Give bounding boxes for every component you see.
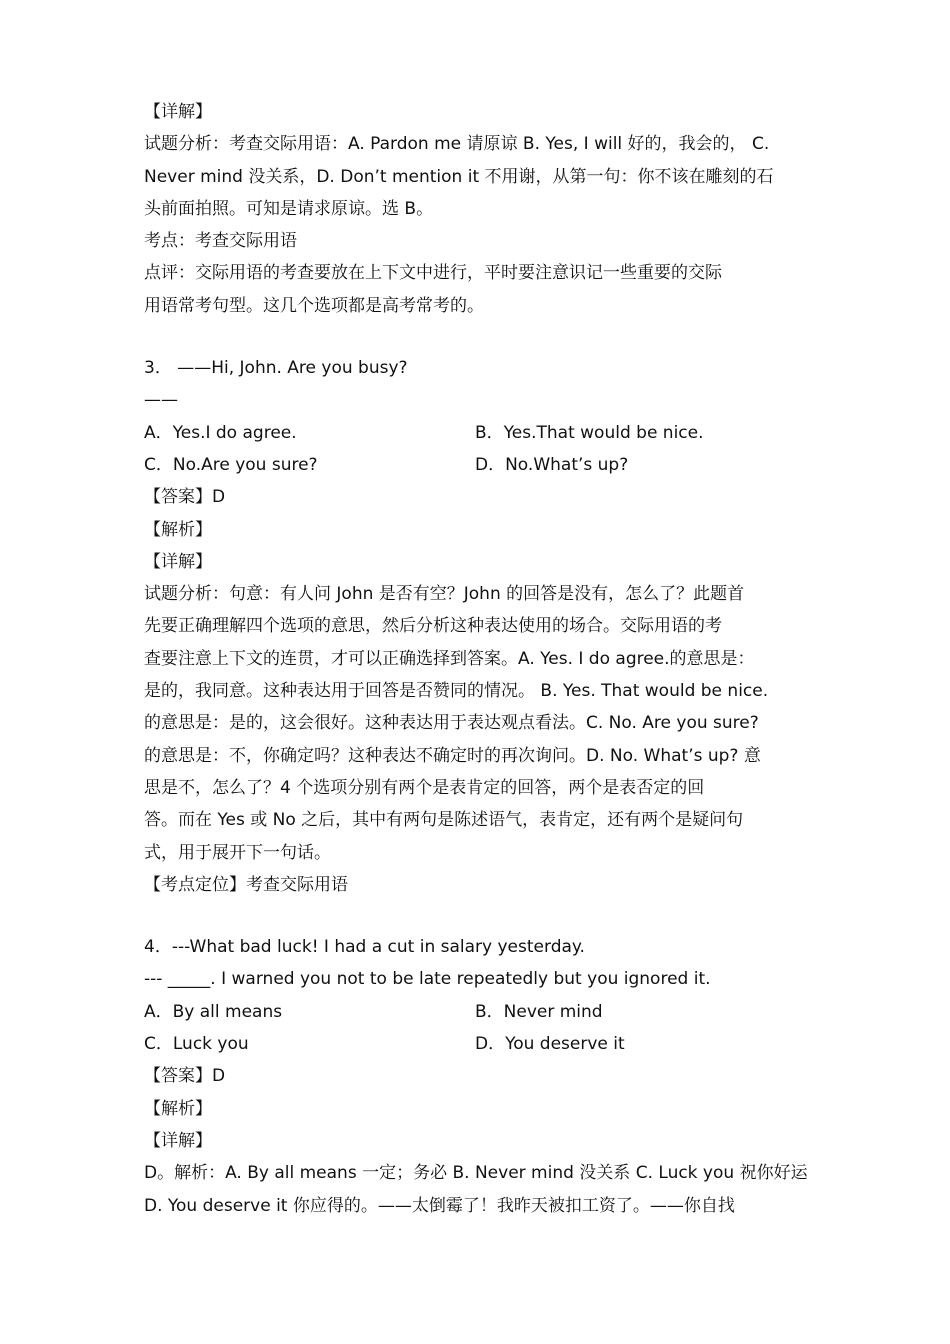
- analysis-line: 的意思是：是的，这会很好。这种表达用于表达观点看法。C. No. Are you sure?: [144, 713, 759, 734]
- question-4-options-row-2: [144, 1028, 810, 1060]
- option-b: B．Yes.That would be nice.: [475, 422, 704, 443]
- analysis-line: D. You deserve it 你应得的。——太倒霉了！我昨天被扣工资了。——你自找: [144, 1195, 735, 1216]
- analysis-line: 先要正确理解四个选项的意思，然后分析这种表达使用的场合。交际用语的考: [144, 616, 722, 637]
- question-3-blank: ——: [144, 390, 178, 411]
- detail-heading: 【详解】: [144, 551, 212, 572]
- option-a: A．Yes.I do agree.: [144, 422, 297, 443]
- question-4-second-line: --- _____. I warned you not to be late repeatedly but you ignored it.: [144, 969, 711, 990]
- option-b: B．Never mind: [475, 1001, 603, 1022]
- analysis-line: 头前面拍照。可知是请求原谅。选 B。: [144, 198, 434, 219]
- option-c: C．Luck you: [144, 1034, 249, 1055]
- detail-heading: 【详解】: [144, 1130, 212, 1151]
- analysis-line: 式，用于展开下一句话。: [144, 842, 331, 863]
- question-3-options-row-2: [144, 449, 810, 481]
- kaodian-line: 考点：考查交际用语: [144, 231, 297, 252]
- analysis-line: Never mind 没关系，D. Don’t mention it 不用谢，从第一句：你不该在雕刻的石: [144, 166, 774, 187]
- answer-line: 【答案】D: [144, 1066, 226, 1087]
- option-d: D．No.What’s up?: [475, 454, 629, 475]
- analysis-line: 答。而在 Yes 或 No 之后，其中有两句是陈述语气，表肯定，还有两个是疑问句: [144, 810, 744, 831]
- detail-heading: 【详解】: [144, 102, 212, 122]
- analysis-line: 是的，我同意。这种表达用于回答是否赞同的情况。 B. Yes. That would be nice.: [144, 681, 769, 702]
- question-3-options-row-1: [144, 417, 810, 449]
- answer-line: 【答案】D: [144, 487, 226, 508]
- analysis-line: D。解析：A. By all means 一定；务必 B. Never mind 没关系 C. Luck you 祝你好运: [144, 1163, 808, 1184]
- option-c: C．No.Are you sure?: [144, 454, 318, 475]
- analysis-line: 试题分析：句意：有人问 John 是否有空？John 的回答是没有，怎么了？此题首: [144, 584, 745, 605]
- option-a: A．By all means: [144, 1001, 283, 1022]
- analysis-line: 的意思是：不，你确定吗？这种表达不确定时的再次询问。D. No. What’s up? 意: [144, 745, 761, 766]
- section-gap: [144, 322, 810, 352]
- jiexi-heading: 【解析】: [144, 1098, 212, 1119]
- question-3-stem: 3． ——Hi, John. Are you busy?: [144, 358, 408, 379]
- question-4-stem: 4．---What bad luck! I had a cut in salary yesterday.: [144, 937, 585, 958]
- kaodian-line: 【考点定位】考查交际用语: [144, 874, 348, 895]
- section-gap: [144, 901, 810, 931]
- analysis-line: 思是不，怎么了？4 个选项分别有两个是表肯定的回答，两个是表否定的回: [144, 777, 705, 798]
- dianping-line: 用语常考句型。这几个选项都是高考常考的。: [144, 295, 484, 316]
- question-4-options-row-1: [144, 996, 810, 1028]
- document-page: [144, 96, 810, 1222]
- analysis-line: 查要注意上下文的连贯，才可以正确选择到答案。A. Yes. I do agree.的意思是：: [144, 648, 755, 669]
- analysis-line: 试题分析：考查交际用语：A. Pardon me 请原谅 B. Yes, I will 好的，我会的， C.: [144, 134, 770, 155]
- jiexi-heading: 【解析】: [144, 519, 212, 540]
- option-d: D．You deserve it: [475, 1034, 625, 1055]
- dianping-line: 点评：交际用语的考查要放在上下文中进行，平时要注意识记一些重要的交际: [144, 263, 722, 284]
